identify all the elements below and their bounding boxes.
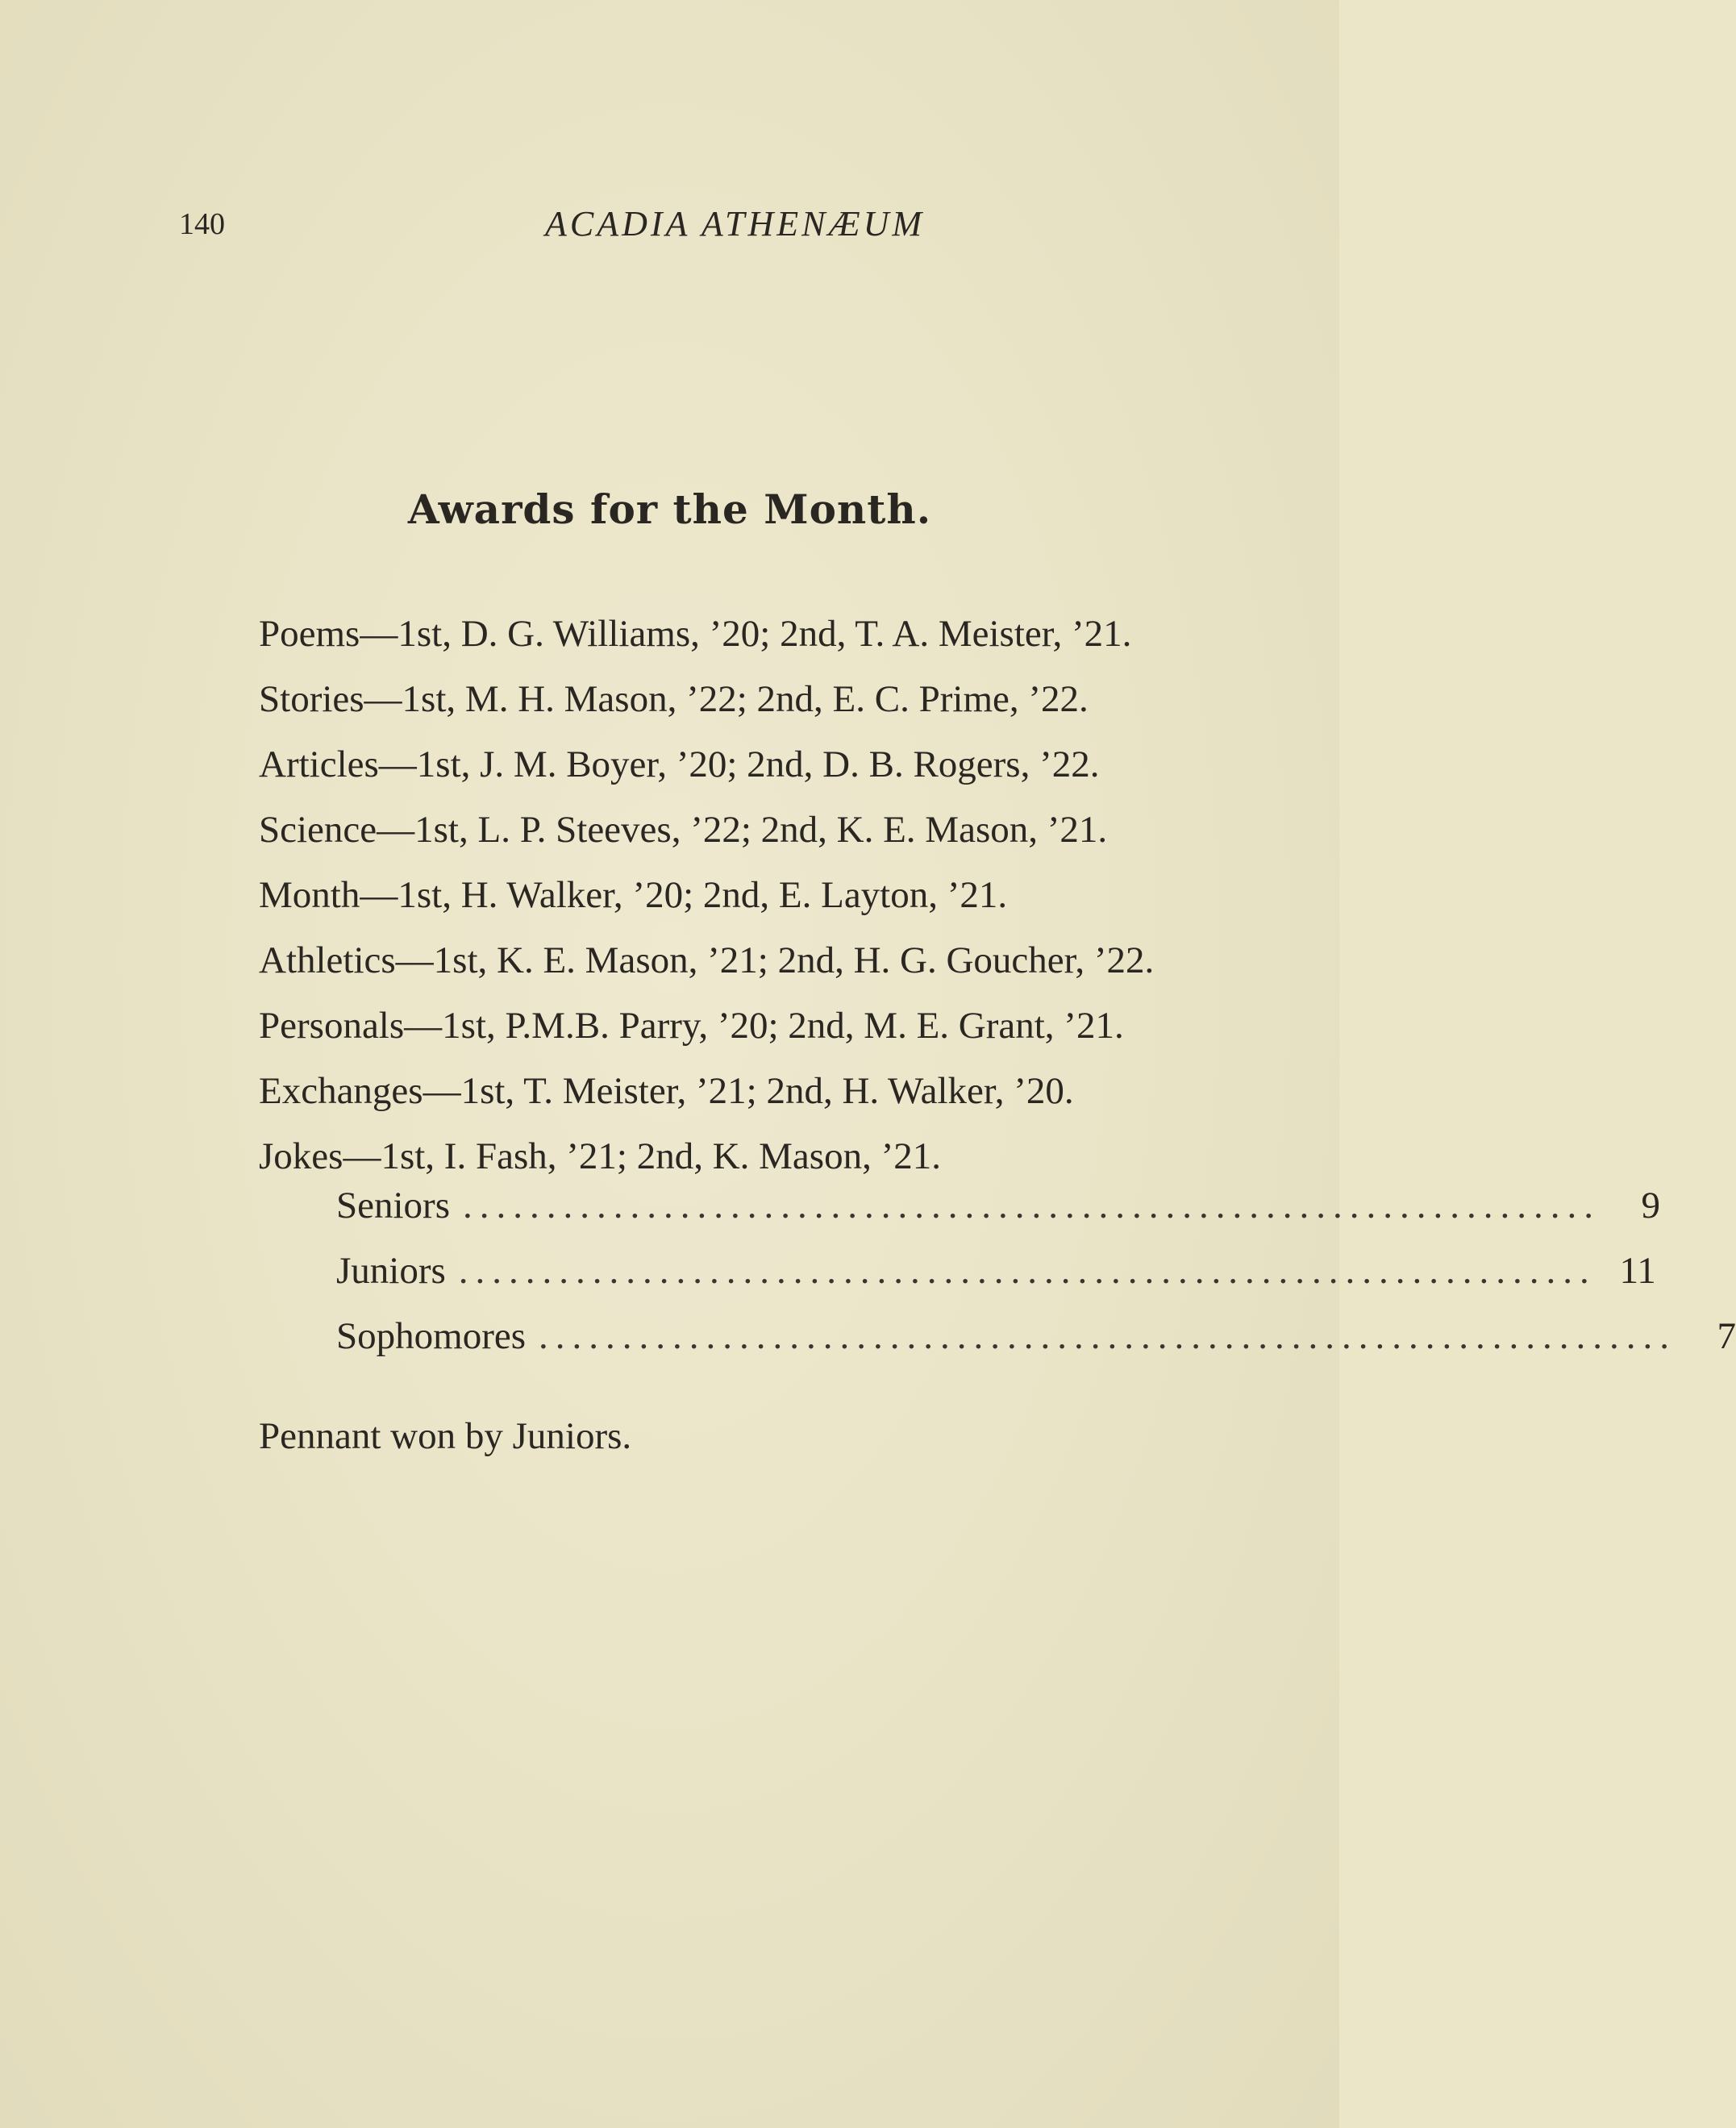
award-line: Jokes—1st, I. Fash, ’21; 2nd, K. Mason, ’21. xyxy=(259,1135,941,1177)
page-number: 140 xyxy=(179,207,225,241)
awards-list xyxy=(259,602,1307,1189)
award-line: Stories—1st, M. H. Mason, ’22; 2nd, E. C. Prime, ’22. xyxy=(259,678,1089,720)
dot-leader: .................................................................... xyxy=(539,1315,1676,1357)
class-name: Seniors xyxy=(336,1185,450,1226)
running-head: ACADIA ATHENÆUM xyxy=(545,204,926,244)
award-line: Science—1st, L. P. Steeves, ’22; 2nd, K. E. Mason, ’21. xyxy=(259,809,1108,851)
class-score: 11 xyxy=(1619,1250,1656,1292)
dot-leader: .................................................................... xyxy=(458,1250,1597,1292)
award-line: Exchanges—1st, T. Meister, ’21; 2nd, H. Walker, ’20. xyxy=(259,1070,1074,1112)
standing-row xyxy=(336,1304,1736,1369)
class-name: Sophomores xyxy=(336,1315,526,1357)
award-line: Athletics—1st, K. E. Mason, ’21; 2nd, H. G. Goucher, ’22. xyxy=(259,939,1155,981)
standing-row xyxy=(336,1173,1660,1239)
award-line: Articles—1st, J. M. Boyer, ’20; 2nd, D. B. Rogers, ’22. xyxy=(259,743,1100,785)
class-score: 7 xyxy=(1717,1315,1736,1357)
award-line: Month—1st, H. Walker, ’20; 2nd, E. Layton, ’21. xyxy=(259,874,1008,916)
pennant-note: Pennant won by Juniors. xyxy=(259,1415,632,1457)
section-title: Awards for the Month. xyxy=(407,485,932,533)
class-name: Juniors xyxy=(336,1250,446,1292)
standing-row xyxy=(336,1239,1656,1304)
class-standings xyxy=(336,1173,1736,1369)
award-line: Personals—1st, P.M.B. Parry, ’20; 2nd, M. E. Grant, ’21. xyxy=(259,1005,1124,1047)
class-score: 9 xyxy=(1641,1185,1660,1226)
dot-leader: .................................................................... xyxy=(463,1185,1601,1226)
award-line: Poems—1st, D. G. Williams, ’20; 2nd, T. A. Meister, ’21. xyxy=(259,613,1132,655)
page-header xyxy=(0,200,1339,248)
